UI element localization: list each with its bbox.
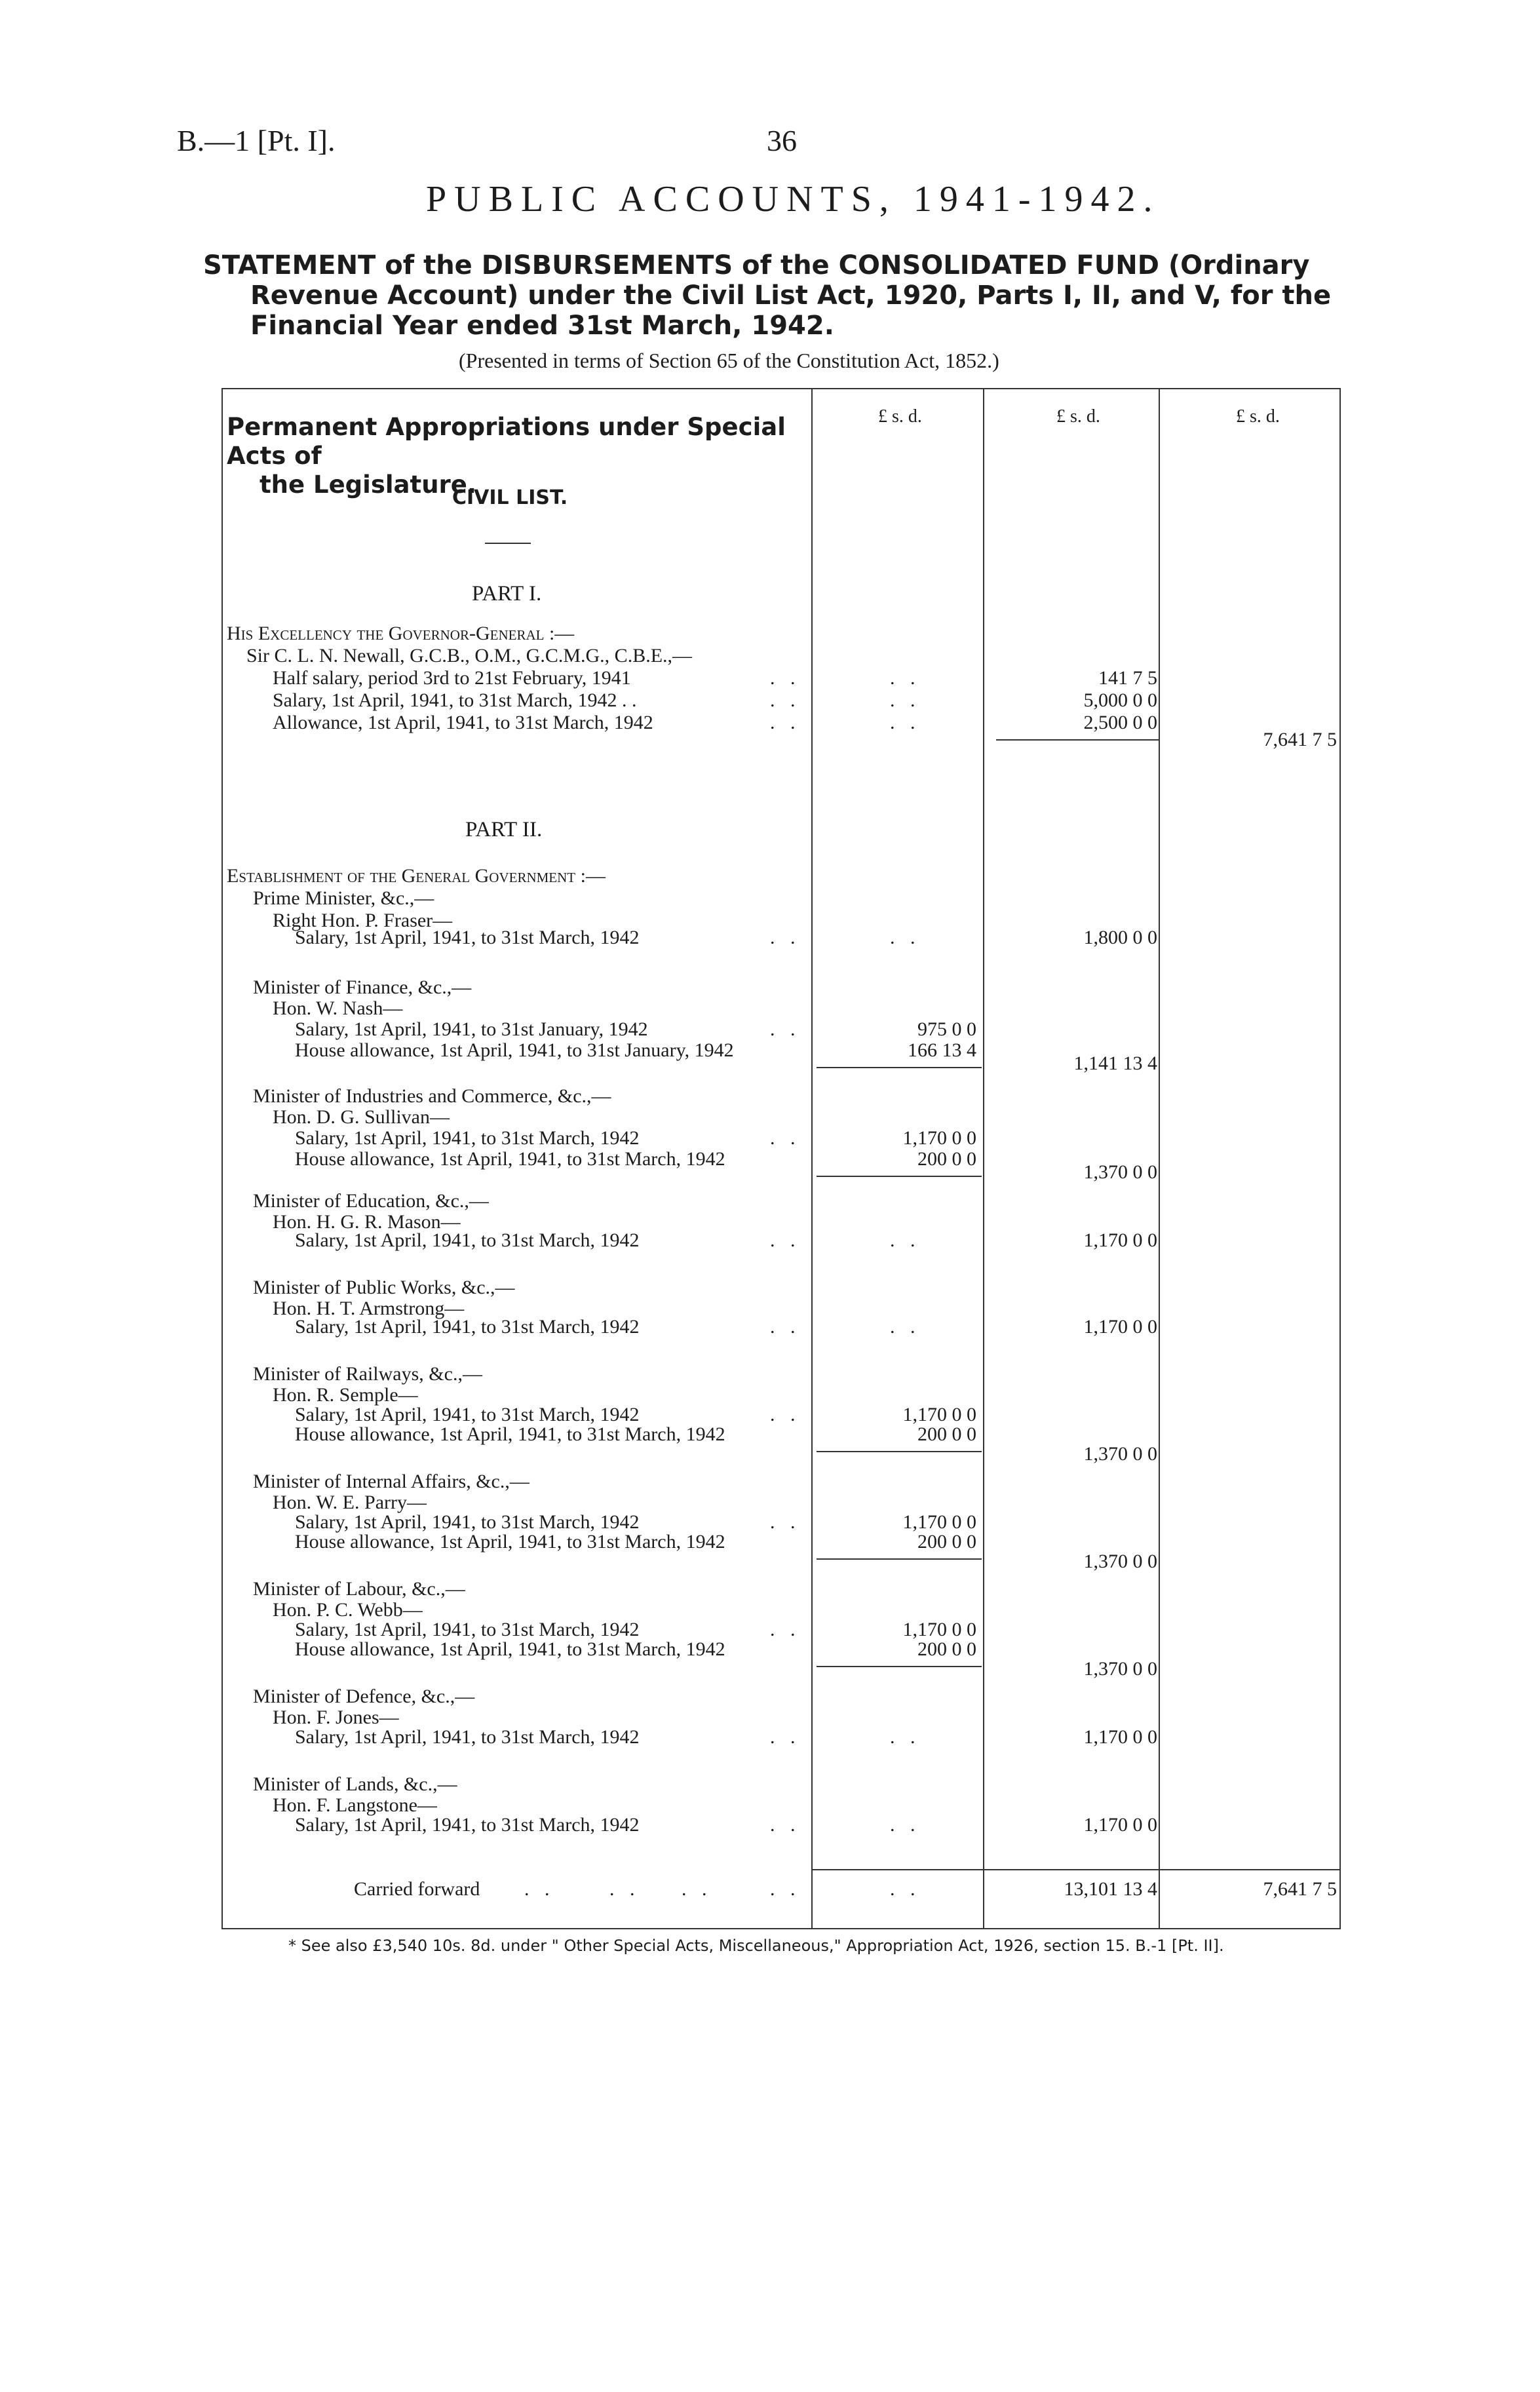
leader-dots: . . — [770, 712, 801, 733]
minister-name: Hon. P. C. Webb— — [273, 1599, 423, 1621]
leader-dots: . . — [609, 1878, 640, 1900]
minister-total: 1,170 0 0 — [1083, 1726, 1157, 1748]
minister-line-1: Salary, 1st April, 1941, to 31st March, 1942 — [295, 1404, 640, 1425]
minister-title: Minister of Industries and Commerce, &c.,— — [253, 1085, 611, 1107]
leader-dots: . . — [890, 1814, 921, 1836]
minister-line-1: Salary, 1st April, 1941, to 31st March, 1942 — [295, 1316, 640, 1338]
amount-cell: 200 0 0 — [917, 1531, 976, 1553]
prime-minister-salary: Salary, 1st April, 1941, to 31st March, 1942 — [295, 927, 640, 948]
column-header-3: £ s. d. — [1236, 406, 1280, 427]
column-header-1: £ s. d. — [878, 406, 922, 427]
minister-name: Hon. W. Nash— — [273, 997, 403, 1019]
minister-line-2: House allowance, 1st April, 1941, to 31st March, 1942 — [295, 1423, 725, 1445]
amount-cell: 1,800 0 0 — [1083, 927, 1157, 948]
amount-cell: 5,000 0 0 — [1083, 689, 1157, 711]
leader-dots: . . — [890, 1878, 921, 1900]
minister-title: Minister of Labour, &c.,— — [253, 1578, 465, 1600]
minister-total: 1,370 0 0 — [1083, 1443, 1157, 1465]
minister-total: 1,141 13 4 — [1073, 1052, 1157, 1074]
minister-name: Hon. H. T. Armstrong— — [273, 1298, 465, 1319]
document-reference: B.—1 [Pt. I]. — [177, 124, 336, 157]
leader-dots: . . — [890, 1229, 921, 1251]
minister-line-2: House allowance, 1st April, 1941, to 31st March, 1942 — [295, 1148, 725, 1170]
minister-total: 1,170 0 0 — [1083, 1316, 1157, 1338]
minister-line-1: Salary, 1st April, 1941, to 31st March, 1942 — [295, 1511, 640, 1533]
minister-name: Hon. F. Langstone— — [273, 1794, 437, 1816]
minister-total: 1,170 0 0 — [1083, 1814, 1157, 1836]
minister-line-1: Salary, 1st April, 1941, to 31st March, 1942 — [295, 1229, 640, 1251]
part-1-name: Sir C. L. N. Newall, G.C.B., O.M., G.C.M.G., C.B.E.,— — [246, 645, 693, 666]
minister-title: Minister of Defence, &c.,— — [253, 1686, 475, 1707]
minister-line-1: Salary, 1st April, 1941, to 31st March, 1942 — [295, 1726, 640, 1748]
leader-dots: . . — [770, 1018, 801, 1040]
table-heading-line1: Permanent Appropriations under Special Acts of — [227, 413, 786, 470]
amount-cell: 975 0 0 — [917, 1018, 976, 1040]
minister-line-1: Salary, 1st April, 1941, to 31st March, 1942 — [295, 1814, 640, 1836]
footnote: * See also £3,540 10s. 8d. under " Other Special Acts, Miscellaneous," Appropriation Act, 1926, section 15. B.-1 [Pt. II]. — [288, 1937, 1224, 1955]
amount-cell: 1,170 0 0 — [902, 1127, 976, 1149]
minister-title: Minister of Finance, &c.,— — [253, 976, 472, 998]
amount-cell: 141 7 5 — [1098, 667, 1157, 689]
leader-dots: . . — [890, 927, 921, 948]
minister-title: Minister of Railways, &c.,— — [253, 1363, 482, 1385]
column-header-2: £ s. d. — [1056, 406, 1100, 427]
leader-dots: . . — [770, 689, 801, 711]
leader-dots: . . — [770, 667, 801, 689]
minister-line-2: House allowance, 1st April, 1941, to 31st March, 1942 — [295, 1638, 725, 1660]
amount-cell: 1,170 0 0 — [902, 1511, 976, 1533]
amount-cell: 200 0 0 — [917, 1638, 976, 1660]
civil-list-heading: CIVIL LIST. — [452, 486, 568, 509]
part-2-label: PART II. — [465, 818, 543, 841]
leader-dots: . . — [524, 1878, 555, 1900]
table-heading-line2: the Legislature. — [260, 471, 476, 499]
minister-title: Minister of Internal Affairs, &c.,— — [253, 1471, 529, 1492]
leader-dots: . . — [890, 689, 921, 711]
part-1-total: 7,641 7 5 — [1263, 729, 1337, 750]
minister-title: Minister of Education, &c.,— — [253, 1190, 489, 1212]
leader-dots: . . — [770, 1511, 801, 1533]
minister-name: Hon. D. G. Sullivan— — [273, 1106, 450, 1128]
page-title: PUBLIC ACCOUNTS, 1941-1942. — [426, 179, 1161, 220]
minister-line-2: House allowance, 1st April, 1941, to 31st January, 1942 — [295, 1039, 734, 1061]
statement-heading: STATEMENT of the DISBURSEMENTS of the CONSOLIDATED FUND (Ordinary Revenue Account) under the Civil List Act, 1920, Parts I, II, and V, for the Financial Year ended 31st March, 1942. — [203, 250, 1332, 341]
minister-name: Hon. W. E. Parry— — [273, 1492, 427, 1513]
leader-dots: . . — [770, 1404, 801, 1425]
minister-name: Hon. H. G. R. Mason— — [273, 1211, 461, 1233]
amount-cell: 1,170 0 0 — [902, 1619, 976, 1640]
leader-dots: . . — [770, 1726, 801, 1748]
minister-title: Minister of Lands, &c.,— — [253, 1773, 457, 1795]
carried-forward-label: Carried forward — [354, 1878, 480, 1900]
amount-cell: 2,500 0 0 — [1083, 712, 1157, 733]
carried-forward-total-1: 13,101 13 4 — [1064, 1878, 1157, 1900]
amount-cell: 200 0 0 — [917, 1148, 976, 1170]
minister-line-1: Salary, 1st April, 1941, to 31st March, 1942 — [295, 1127, 640, 1149]
prime-minister-name: Right Hon. P. Fraser— — [273, 910, 453, 931]
part-1-line-2: Salary, 1st April, 1941, to 31st March, 1942 . . — [273, 689, 637, 711]
minister-name: Hon. F. Jones— — [273, 1707, 399, 1728]
minister-total: 1,370 0 0 — [1083, 1161, 1157, 1183]
carried-forward-total-2: 7,641 7 5 — [1263, 1878, 1337, 1900]
part-1-office: His Excellency the Governor-General :— — [227, 623, 575, 644]
leader-dots: . . — [770, 1127, 801, 1149]
minister-line-2: House allowance, 1st April, 1941, to 31st March, 1942 — [295, 1531, 725, 1553]
amount-cell: 200 0 0 — [917, 1423, 976, 1445]
presented-note: (Presented in terms of Section 65 of the Constitution Act, 1852.) — [459, 349, 999, 372]
minister-line-1: Salary, 1st April, 1941, to 31st March, 1942 — [295, 1619, 640, 1640]
amount-cell: 1,170 0 0 — [902, 1404, 976, 1425]
part-2-office: Establishment of the General Government :— — [227, 865, 606, 887]
minister-title: Minister of Public Works, &c.,— — [253, 1277, 515, 1298]
leader-dots: . . — [770, 1229, 801, 1251]
divider — [485, 543, 531, 544]
leader-dots: . . — [890, 667, 921, 689]
minister-total: 1,170 0 0 — [1083, 1229, 1157, 1251]
leader-dots: . . — [770, 1619, 801, 1640]
leader-dots: . . — [770, 1814, 801, 1836]
part-1-line-1: Half salary, period 3rd to 21st February, 1941 — [273, 667, 631, 689]
leader-dots: . . — [770, 1878, 801, 1900]
minister-total: 1,370 0 0 — [1083, 1551, 1157, 1572]
part-1-label: PART I. — [472, 582, 542, 606]
leader-dots: . . — [890, 1316, 921, 1338]
leader-dots: . . — [890, 1726, 921, 1748]
leader-dots: . . — [890, 712, 921, 733]
prime-minister-title: Prime Minister, &c.,— — [253, 887, 434, 909]
leader-dots: . . — [770, 1316, 801, 1338]
minister-line-1: Salary, 1st April, 1941, to 31st January, 1942 — [295, 1018, 648, 1040]
amount-cell: 166 13 4 — [908, 1039, 976, 1061]
page-number: 36 — [767, 124, 797, 157]
leader-dots: . . — [682, 1878, 712, 1900]
minister-name: Hon. R. Semple— — [273, 1384, 418, 1406]
part-1-line-3: Allowance, 1st April, 1941, to 31st March, 1942 — [273, 712, 653, 733]
minister-total: 1,370 0 0 — [1083, 1658, 1157, 1680]
leader-dots: . . — [770, 927, 801, 948]
